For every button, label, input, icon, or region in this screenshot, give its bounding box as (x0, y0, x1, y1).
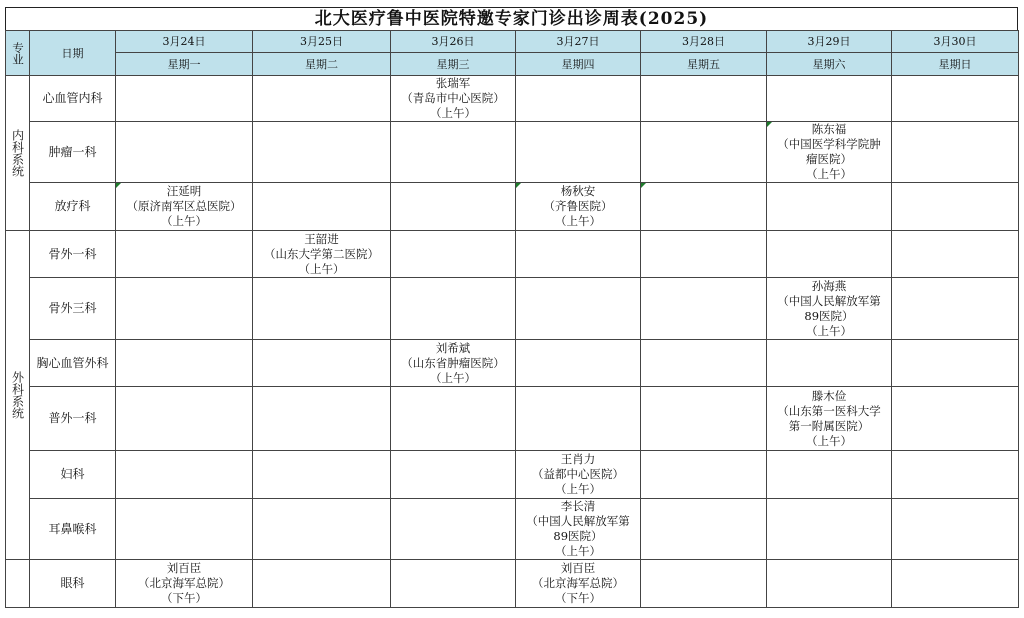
date-cell: 3月26日 (391, 31, 516, 53)
schedule-cell (253, 560, 391, 608)
schedule-cell (116, 451, 253, 499)
schedule-cell (516, 560, 641, 608)
doctor-entry (516, 561, 640, 606)
doctor-name: 李长清 (560, 499, 596, 513)
doctor-name: 刘百臣 (166, 561, 202, 575)
date-cell: 3月25日 (253, 31, 391, 53)
doctor-name: 张瑞军 (435, 76, 471, 90)
doctor-hospital: （青岛市中心医院） (401, 91, 505, 105)
department-name: 骨外三科 (30, 278, 116, 340)
doctor-name: 杨秋安 (560, 184, 596, 198)
schedule-cell (767, 122, 892, 183)
session-time: （上午） (555, 214, 601, 228)
schedule-cell (391, 340, 516, 387)
session-time: （上午） (806, 323, 852, 338)
schedule-cell (391, 560, 516, 608)
department-name: 妇科 (30, 451, 116, 499)
schedule-cell (641, 122, 767, 183)
date-cell: 3月30日 (892, 31, 1019, 53)
schedule-cell (641, 231, 767, 278)
schedule-cell (391, 499, 516, 560)
department-name: 胸心血管外科 (30, 340, 116, 387)
schedule-cell (767, 499, 892, 560)
schedule-row (6, 76, 1019, 122)
schedule-cell (767, 340, 892, 387)
session-time: （上午） (806, 167, 852, 181)
schedule-cell (391, 76, 516, 122)
schedule-cell (516, 340, 641, 387)
schedule-cell (516, 499, 641, 560)
schedule-cell (391, 231, 516, 278)
comment-marker-icon (516, 183, 521, 188)
schedule-cell (767, 451, 892, 499)
weekday-cell: 星期二 (253, 53, 391, 76)
schedule-row (6, 183, 1019, 231)
schedule-cell (391, 183, 516, 231)
schedule-cell (892, 231, 1019, 278)
schedule-cell (892, 340, 1019, 387)
doctor-name: 滕木俭 (811, 388, 847, 403)
session-time: （上午） (555, 544, 601, 558)
doctor-entry (516, 452, 640, 497)
doctor-hospital: （齐鲁医院） (543, 199, 613, 213)
schedule-cell (391, 451, 516, 499)
doctor-entry (767, 279, 891, 339)
schedule-cell (641, 451, 767, 499)
doctor-hospital: 瘤医院） (806, 152, 852, 166)
doctor-hospital: （中国人民解放军第 (777, 293, 881, 308)
schedule-cell (641, 560, 767, 608)
session-time: （上午） (161, 214, 207, 228)
date-cell: 3月29日 (767, 31, 892, 53)
schedule-cell (516, 122, 641, 183)
schedule-cell (253, 183, 391, 231)
schedule-cell (116, 387, 253, 451)
doctor-hospital: （山东省肿瘤医院） (401, 355, 505, 370)
schedule-table (5, 30, 1019, 608)
schedule-cell (253, 387, 391, 451)
schedule-cell (116, 122, 253, 183)
schedule-cell (116, 560, 253, 608)
doctor-name: 陈东福 (811, 122, 847, 136)
weekday-cell: 星期五 (641, 53, 767, 76)
schedule-cell (641, 76, 767, 122)
department-name: 放疗科 (30, 183, 116, 231)
schedule-cell (641, 387, 767, 451)
department-name: 肿瘤一科 (30, 122, 116, 183)
session-time: （上午） (555, 482, 601, 496)
doctor-name: 刘百臣 (560, 561, 596, 575)
comment-marker-icon (116, 183, 121, 188)
schedule-cell (767, 183, 892, 231)
weekday-cell: 星期六 (767, 53, 892, 76)
date-header: 日期 (30, 31, 116, 76)
schedule-cell (641, 340, 767, 387)
schedule-row (6, 451, 1019, 499)
session-time: （上午） (806, 433, 852, 448)
department-name: 眼科 (30, 560, 116, 608)
schedule-cell (391, 122, 516, 183)
schedule-cell (892, 499, 1019, 560)
specialty-header: 专业 (6, 31, 30, 76)
schedule-cell (516, 387, 641, 451)
schedule-sheet (5, 7, 1018, 608)
schedule-row (6, 340, 1019, 387)
comment-marker-icon (767, 122, 772, 127)
doctor-hospital: 89医院） (553, 529, 603, 543)
schedule-cell (253, 499, 391, 560)
doctor-entry (391, 76, 515, 121)
schedule-cell (892, 278, 1019, 340)
doctor-hospital: （原济南军区总医院） (126, 199, 242, 213)
schedule-cell (767, 76, 892, 122)
schedule-cell (767, 387, 892, 451)
date-cell: 3月24日 (116, 31, 253, 53)
doctor-hospital: （益都中心医院） (532, 467, 624, 481)
schedule-row (6, 560, 1019, 608)
schedule-cell (116, 340, 253, 387)
schedule-cell (892, 451, 1019, 499)
schedule-cell (253, 278, 391, 340)
schedule-cell (892, 76, 1019, 122)
session-time: （下午） (555, 591, 601, 605)
schedule-row (6, 231, 1019, 278)
schedule-cell (892, 560, 1019, 608)
schedule-cell (892, 183, 1019, 231)
schedule-cell (116, 76, 253, 122)
schedule-cell (116, 278, 253, 340)
schedule-cell (391, 278, 516, 340)
weekday-cell: 星期一 (116, 53, 253, 76)
doctor-hospital: （山东第一医科大学 (777, 403, 881, 418)
specialty-group-empty (6, 560, 30, 608)
schedule-title: 北大医疗鲁中医院特邀专家门诊出诊周表(2025) (5, 7, 1018, 30)
date-cell: 3月28日 (641, 31, 767, 53)
schedule-cell (641, 499, 767, 560)
session-time: （上午） (298, 261, 345, 276)
department-name: 普外一科 (30, 387, 116, 451)
schedule-cell (641, 278, 767, 340)
department-name: 心血管内科 (30, 76, 116, 122)
doctor-name: 孙海燕 (811, 278, 847, 293)
schedule-cell (516, 278, 641, 340)
weekday-cell: 星期三 (391, 53, 516, 76)
doctor-entry (516, 184, 640, 229)
comment-marker-icon (641, 183, 646, 188)
doctor-hospital: 第一附属医院） (788, 418, 870, 433)
schedule-cell (516, 183, 641, 231)
schedule-cell (892, 387, 1019, 451)
doctor-hospital: （山东大学第二医院） (264, 246, 379, 261)
doctor-hospital: （北京海军总院） (138, 576, 230, 590)
doctor-entry (253, 232, 390, 277)
doctor-name: 王肖力 (560, 452, 596, 466)
schedule-cell (516, 451, 641, 499)
doctor-entry (116, 184, 252, 229)
schedule-row (6, 278, 1019, 340)
schedule-cell (767, 278, 892, 340)
schedule-cell (892, 122, 1019, 183)
doctor-name: 刘希斌 (435, 340, 471, 355)
session-time: （上午） (430, 106, 476, 120)
schedule-cell (767, 231, 892, 278)
date-header-row (6, 31, 1019, 53)
schedule-cell (253, 122, 391, 183)
schedule-cell (253, 231, 391, 278)
doctor-hospital: 89医院） (804, 308, 854, 323)
schedule-row (6, 122, 1019, 183)
schedule-cell (116, 231, 253, 278)
specialty-group: 外科系统 (6, 231, 30, 560)
doctor-name: 王韶进 (304, 231, 339, 246)
weekday-cell: 星期日 (892, 53, 1019, 76)
schedule-cell (253, 76, 391, 122)
session-time: （下午） (161, 591, 207, 605)
schedule-cell (116, 183, 253, 231)
schedule-cell (641, 183, 767, 231)
doctor-entry (116, 561, 252, 606)
department-name: 耳鼻喉科 (30, 499, 116, 560)
schedule-cell (116, 499, 253, 560)
date-cell: 3月27日 (516, 31, 641, 53)
schedule-row (6, 499, 1019, 560)
doctor-entry (767, 122, 891, 182)
doctor-entry (516, 499, 640, 559)
doctor-hospital: （中国人民解放军第 (526, 514, 630, 528)
schedule-cell (391, 387, 516, 451)
session-time: （上午） (430, 370, 476, 385)
weekday-header-row (6, 53, 1019, 76)
doctor-entry (391, 341, 515, 386)
weekday-cell: 星期四 (516, 53, 641, 76)
schedule-cell (253, 451, 391, 499)
schedule-cell (516, 76, 641, 122)
department-name: 骨外一科 (30, 231, 116, 278)
schedule-cell (253, 340, 391, 387)
doctor-hospital: （北京海军总院） (532, 576, 624, 590)
doctor-name: 汪延明 (166, 184, 202, 198)
schedule-cell (767, 560, 892, 608)
schedule-cell (516, 231, 641, 278)
doctor-entry (767, 389, 891, 449)
specialty-group: 内科系统 (6, 76, 30, 231)
doctor-hospital: （中国医学科学院肿 (777, 137, 881, 151)
schedule-row (6, 387, 1019, 451)
